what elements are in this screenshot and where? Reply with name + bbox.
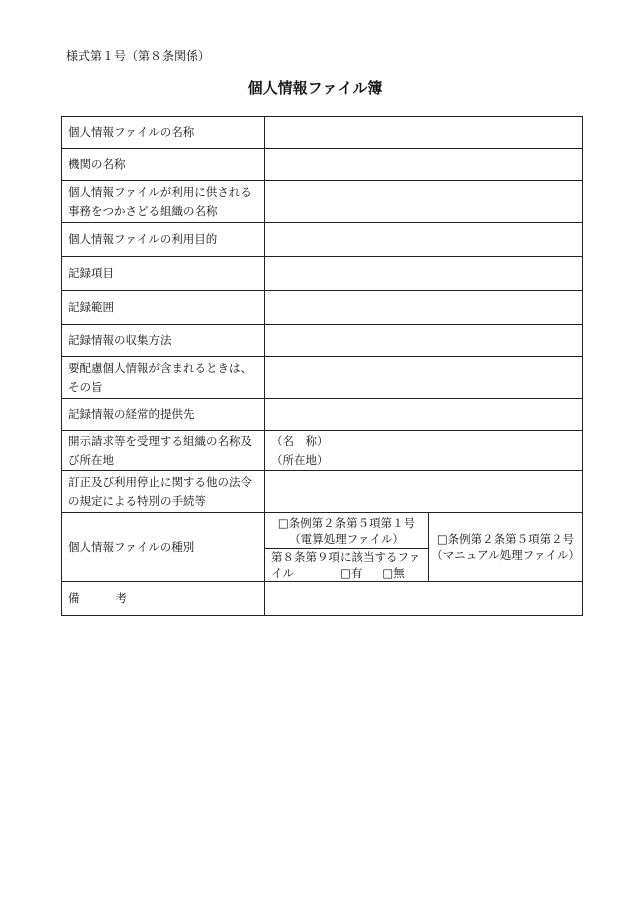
- article8-no-checkbox[interactable]: □無: [382, 566, 405, 580]
- article8-line2-prefix: イル: [271, 566, 294, 580]
- row-managing-org: [62, 181, 583, 223]
- remarks-label-char1: 備: [68, 591, 80, 605]
- collection-method-label: 記録情報の収集方法: [62, 325, 265, 357]
- regular-recipients-label: 記録情報の経常的提供先: [62, 399, 265, 431]
- sensitive-info-label: [62, 357, 265, 399]
- form-number: 様式第１号（第８条関係）: [66, 49, 211, 63]
- file-name-field[interactable]: [265, 117, 583, 149]
- sensitive-info-label-line2: その旨: [68, 379, 103, 394]
- disclosure-org-label-line1: 開示請求等を受理する組織の名称及: [68, 433, 252, 448]
- row-regular-recipients: [62, 399, 583, 431]
- manual-file-line2: （マニュアル処理ファイル）: [431, 548, 580, 562]
- remarks-label-char2: 考: [115, 591, 127, 605]
- sensitive-info-label-line1: 要配慮個人情報が含まれるときは、: [68, 360, 252, 375]
- file-type-label: 個人情報ファイルの種別: [62, 513, 265, 582]
- disclosure-org-label: [62, 431, 265, 471]
- row-purpose: [62, 223, 583, 257]
- manual-file-line1: □条例第２条第５項第２号: [436, 532, 575, 546]
- page-title: 個人情報ファイル簿: [247, 79, 383, 97]
- row-record-items: [62, 257, 583, 291]
- disclosure-org-label-line2: び所在地: [68, 452, 114, 467]
- agency-name-field[interactable]: [265, 149, 583, 181]
- row-file-type: [62, 513, 583, 549]
- sensitive-info-field[interactable]: [265, 357, 583, 399]
- electronic-file-line2: （電算処理ファイル）: [289, 531, 404, 546]
- article8-line1: 第８条第９項に該当するファ: [271, 550, 421, 564]
- electronic-file-line1: □条例第２条第５項第１号: [277, 515, 416, 530]
- row-collection-method: [62, 325, 583, 357]
- disclosure-org-address-label: （所在地）: [271, 452, 329, 467]
- row-special-procedures: [62, 471, 583, 513]
- special-procedures-label-line1: 訂正及び利用停止に関する他の法令: [68, 474, 252, 489]
- purpose-field[interactable]: [265, 223, 583, 257]
- purpose-label: 個人情報ファイルの利用目的: [62, 223, 265, 257]
- row-sensitive-info: [62, 357, 583, 399]
- disclosure-org-field[interactable]: [265, 431, 583, 471]
- manual-file-option[interactable]: [429, 513, 583, 582]
- managing-org-label: [62, 181, 265, 223]
- remarks-field[interactable]: [265, 582, 583, 616]
- remarks-label: [62, 582, 265, 616]
- row-disclosure-org: [62, 431, 583, 471]
- row-file-name: [62, 117, 583, 149]
- managing-org-field[interactable]: [265, 181, 583, 223]
- regular-recipients-field[interactable]: [265, 399, 583, 431]
- file-name-label: 個人情報ファイルの名称: [62, 117, 265, 149]
- managing-org-label-line2: 事務をつかさどる組織の名称: [68, 203, 218, 218]
- special-procedures-label: [62, 471, 265, 513]
- special-procedures-field[interactable]: [265, 471, 583, 513]
- row-remarks: [62, 582, 583, 616]
- record-items-label: 記録項目: [62, 257, 265, 291]
- record-scope-field[interactable]: [265, 291, 583, 325]
- article8-applicability: [265, 549, 429, 582]
- record-scope-label: 記録範囲: [62, 291, 265, 325]
- managing-org-label-line1: 個人情報ファイルが利用に供される: [68, 184, 252, 199]
- agency-name-label: 機関の名称: [62, 149, 265, 181]
- article8-line2: [271, 565, 422, 581]
- disclosure-org-name-label: （名 称）: [271, 433, 329, 448]
- file-register-table: [61, 116, 583, 616]
- collection-method-field[interactable]: [265, 325, 583, 357]
- electronic-file-option[interactable]: [265, 513, 429, 549]
- special-procedures-label-line2: の規定による特別の手続等: [68, 493, 206, 508]
- article8-yes-checkbox[interactable]: □有: [340, 566, 363, 580]
- row-agency-name: [62, 149, 583, 181]
- row-record-scope: [62, 291, 583, 325]
- record-items-field[interactable]: [265, 257, 583, 291]
